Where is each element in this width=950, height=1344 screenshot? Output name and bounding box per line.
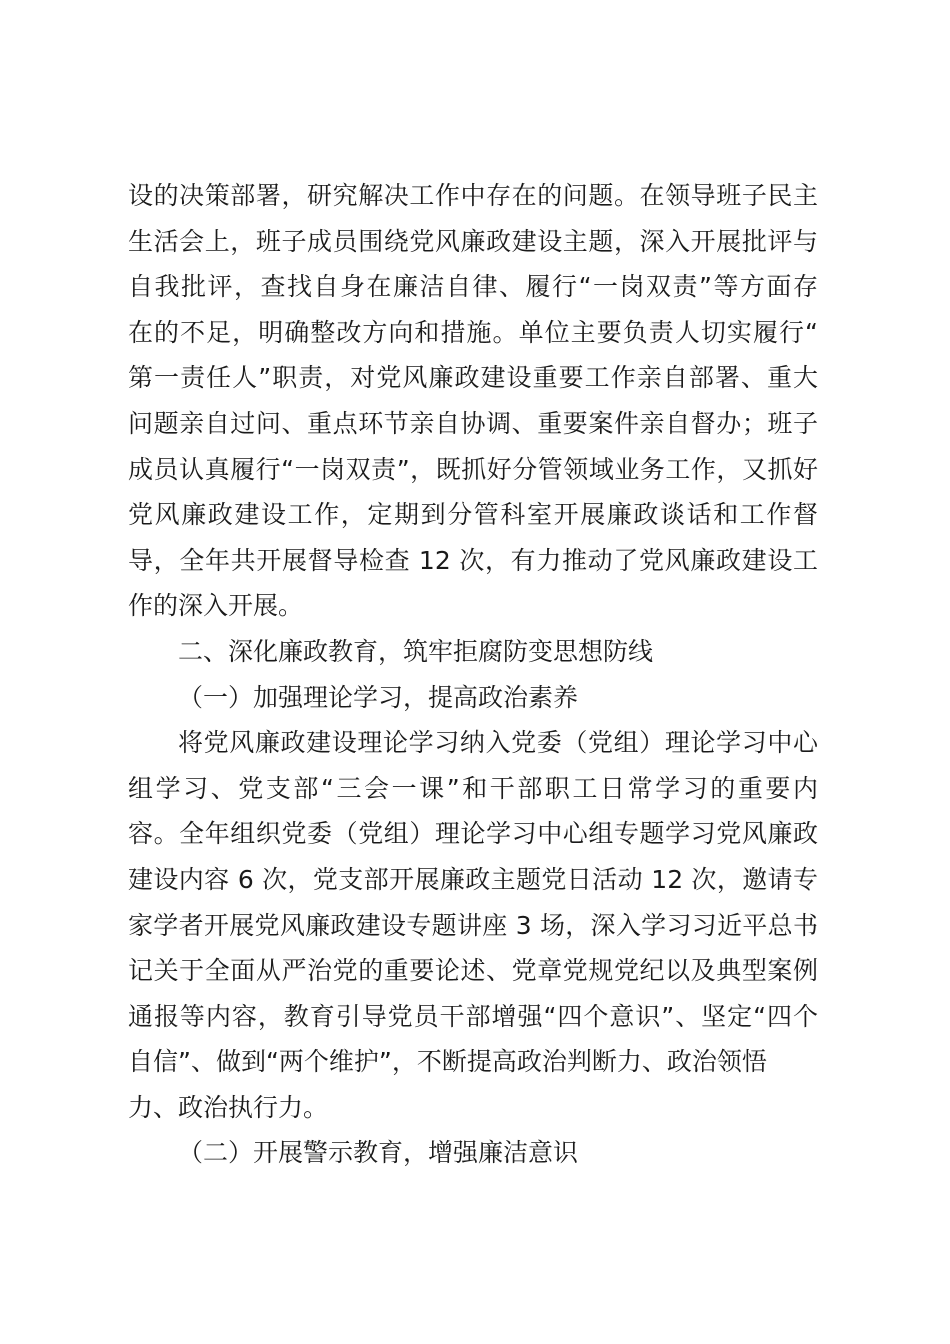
text-line: 在的不足，明确整改方向和措施。单位主要负责人切实履行“ xyxy=(128,317,818,347)
text-line: 问题亲自过问、重点环节亲自协调、重要案件亲自督办；班子 xyxy=(128,408,818,438)
text-line: 设的决策部署，研究解决工作中存在的问题。在领导班子民主 xyxy=(128,181,818,210)
text-line: 容。全年组织党委（党组）理论学习中心组专题学习党风廉政 xyxy=(128,819,818,849)
text-line: 党风廉政建设工作，定期到分管科室开展廉政谈话和工作督 xyxy=(128,500,818,530)
text-line: 第一责任人”职责，对党风廉政建设重要工作亲自部署、重大 xyxy=(128,363,818,393)
text-line: 自信”、做到“两个维护”，不断提高政治判断力、政治领悟 xyxy=(128,1047,767,1077)
text-line: 成员认真履行“一岗双责”，既抓好分管领域业务工作，又抓好 xyxy=(128,454,818,484)
text-line: 组学习、党支部“三会一课”和干部职工日常学习的重要内 xyxy=(128,773,818,803)
paragraph-first-line: 二、深化廉政教育，筑牢拒腐防变思想防线 xyxy=(178,636,654,666)
paragraph-first-line: （二）开展警示教育，增强廉洁意识 xyxy=(178,1138,579,1168)
paragraph-first-line: 将党风廉政建设理论学习纳入党委（党组）理论学习中心 xyxy=(178,728,818,758)
text-line: 记关于全面从严治党的重要论述、党章党规党纪以及典型案例 xyxy=(128,956,818,986)
text-line: 家学者开展党风廉政建设专题讲座 3 场，深入学习习近平总书 xyxy=(128,910,818,940)
text-line: 自我批评，查找自身在廉洁自律、履行“一岗双责”等方面存 xyxy=(128,272,818,302)
text-line: 建设内容 6 次，党支部开展廉政主题党日活动 12 次，邀请专 xyxy=(128,864,818,894)
text-line: 导，全年共开展督导检查 12 次，有力推动了党风廉政建设工 xyxy=(128,545,818,575)
text-line: 生活会上，班子成员围绕党风廉政建设主题，深入开展批评与 xyxy=(128,226,818,256)
paragraph-first-line: （一）加强理论学习，提高政治素养 xyxy=(178,682,579,712)
document-body xyxy=(128,173,818,1176)
text-line: 作的深入开展。 xyxy=(128,591,304,621)
text-line: 力、政治执行力。 xyxy=(128,1092,329,1122)
text-line: 通报等内容，教育引导党员干部增强“四个意识”、坚定“四个 xyxy=(128,1001,818,1031)
